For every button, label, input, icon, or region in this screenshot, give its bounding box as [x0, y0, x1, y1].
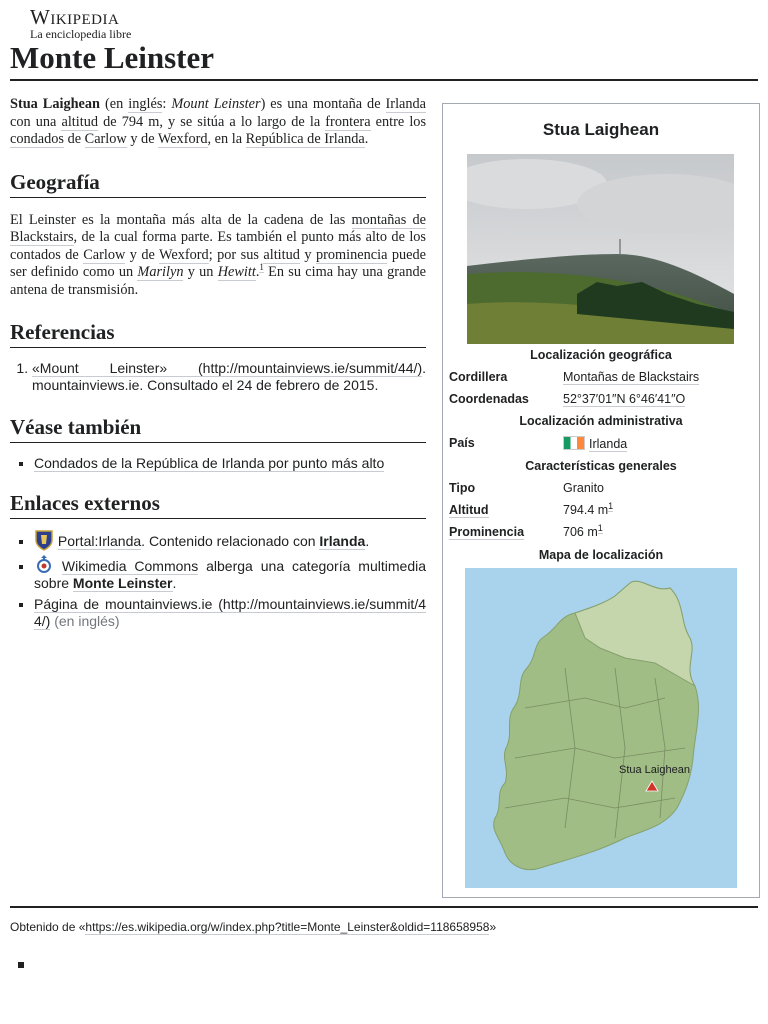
portal-shield-icon	[34, 533, 54, 549]
link-mountainviews[interactable]: Página de mountainviews.ie (http://mountainviews.ie/summit/44/)	[34, 596, 426, 629]
wikipedia-header	[30, 6, 131, 41]
geografia-paragraph	[10, 212, 426, 300]
link-republica-irlanda[interactable]: República de Irlanda	[245, 131, 365, 147]
section-mapa-localizacion: Mapa de localización	[538, 548, 664, 562]
lead-text: y de	[126, 131, 158, 147]
link-prominencia-label[interactable]: Prominencia	[449, 525, 525, 539]
article-body	[10, 96, 426, 634]
geografia-text: En su cima hay una grande antena de transmisión.	[10, 264, 426, 298]
language-note: (en inglés)	[50, 613, 120, 629]
label-coordenadas: Coordenadas	[449, 392, 529, 406]
geografia-text: y un	[183, 264, 218, 280]
lead-text: , en la	[207, 131, 246, 147]
link-pais[interactable]: Irlanda	[589, 437, 628, 451]
heading-vease-tambien: Véase también	[10, 414, 426, 443]
map-marker-label: Stua Laighean	[619, 764, 690, 776]
link-irlanda[interactable]: Irlanda	[385, 96, 427, 112]
value-coordenadas	[563, 392, 685, 406]
mountain-photo[interactable]	[467, 154, 734, 344]
section-localizacion-administrativa: Localización administrativa	[519, 414, 683, 428]
link-altitud[interactable]: altitud	[61, 113, 99, 130]
wikipedia-wordmark[interactable]: Wikipedia	[30, 5, 120, 29]
heading-referencias: Referencias	[10, 319, 426, 348]
geografia-text: y	[299, 246, 316, 263]
link-altitud[interactable]: altitud	[263, 246, 300, 263]
list-text: . Contenido relacionado con	[141, 533, 320, 549]
see-also-list	[10, 455, 426, 472]
english-name: Mount Leinster	[171, 96, 261, 112]
link-prominencia[interactable]: prominencia	[315, 246, 388, 263]
infobox	[442, 103, 760, 898]
reference-link[interactable]: «Mount Leinster» (http://mountainviews.ie/summit/44/)	[32, 360, 423, 376]
footer-text: Obtenido de «	[10, 920, 86, 934]
geografia-text: y de	[125, 246, 160, 263]
link-condados-punto-alto[interactable]: Condados de la República de Irlanda por punto más alto	[34, 455, 385, 471]
title-divider	[10, 79, 758, 81]
link-frontera[interactable]: frontera	[325, 113, 371, 130]
lead-subject: Stua Laighean	[10, 96, 101, 112]
altitud-text: 794.4 m	[563, 503, 609, 517]
link-monte-leinster-bold[interactable]: Monte Leinster	[72, 575, 173, 591]
footer-bullet	[18, 962, 24, 968]
page-title: Monte Leinster	[10, 40, 215, 75]
link-wexford[interactable]: Wexford	[159, 246, 209, 263]
link-portal-irlanda[interactable]: Portal:Irlanda	[57, 533, 142, 549]
value-prominencia	[563, 522, 603, 539]
lead-text: de	[64, 131, 85, 147]
lead-text: ) es una montaña de	[260, 96, 386, 112]
link-coordenadas[interactable]: 52°37′01″N 6°46′41″O	[563, 392, 686, 406]
geografia-text: ; por sus	[208, 246, 264, 263]
footnote-ref[interactable]: 1	[608, 500, 614, 511]
external-links-list	[10, 529, 426, 630]
link-hewitt[interactable]: Hewitt	[217, 264, 256, 280]
lead-text: (en	[100, 96, 129, 112]
reference-item	[32, 360, 426, 394]
section-localizacion-geografica: Localización geográfica	[530, 348, 672, 362]
list-text: .	[172, 575, 177, 591]
link-carlow[interactable]: Carlow	[84, 131, 127, 147]
value-pais	[563, 436, 627, 451]
value-cordillera	[563, 370, 699, 384]
link-ingles[interactable]: inglés	[128, 96, 163, 112]
prominencia-text: 706 m	[563, 525, 598, 539]
link-carlow[interactable]: Carlow	[83, 246, 126, 263]
section-caracteristicas-generales: Características generales	[525, 459, 677, 473]
geografia-text: puede ser definido como un	[10, 246, 427, 280]
list-item	[34, 529, 426, 551]
link-blackstairs[interactable]: montañas de Blackstairs	[10, 211, 426, 245]
label-tipo: Tipo	[449, 481, 476, 495]
lead-text: de 794 m, y se sitúa a lo largo de la	[98, 113, 326, 130]
geografia-text: El Leinster es la montaña más alta de la cadena de las	[10, 211, 352, 228]
reference-text: . mountainviews.ie. Consultado el 24 de febrero de 2015.	[32, 360, 426, 393]
location-map[interactable]	[465, 568, 737, 888]
list-item	[34, 596, 426, 630]
value-altitud	[563, 500, 614, 517]
geografia-text: .	[255, 264, 260, 280]
wikipedia-tagline: La enciclopedia libre	[30, 27, 132, 41]
heading-geografia: Geografía	[10, 169, 426, 198]
lead-text: entre los	[370, 113, 427, 130]
references-list	[10, 360, 426, 394]
lead-paragraph	[10, 96, 426, 149]
link-condados[interactable]: condados	[10, 131, 64, 147]
value-tipo: Granito	[563, 481, 604, 495]
heading-enlaces-externos: Enlaces externos	[10, 490, 426, 519]
link-altitud-label[interactable]: Altitud	[449, 503, 489, 517]
lead-text: :	[162, 96, 172, 112]
lead-text: con una	[10, 113, 62, 130]
lead-text: .	[364, 131, 369, 147]
list-item	[34, 455, 426, 472]
link-wexford[interactable]: Wexford	[157, 131, 208, 147]
footer-permalink[interactable]: https://es.wikipedia.org/w/index.php?title=Monte_Leinster&oldid=118658958	[85, 920, 490, 934]
footnote-ref[interactable]: 1	[597, 522, 603, 533]
label-pais: País	[449, 436, 475, 450]
link-cordillera[interactable]: Montañas de Blackstairs	[563, 370, 700, 384]
list-item	[34, 555, 426, 592]
label-cordillera: Cordillera	[449, 370, 508, 384]
link-wikimedia-commons[interactable]: Wikimedia Commons	[61, 558, 199, 574]
footnote-ref[interactable]: 1	[259, 262, 264, 273]
link-marilyn[interactable]: Marilyn	[137, 264, 184, 280]
label-prominencia	[449, 525, 524, 539]
footer-retrieved-from	[10, 920, 496, 934]
ireland-flag-icon	[563, 436, 585, 450]
label-altitud	[449, 503, 489, 517]
footer-divider	[10, 906, 758, 908]
list-text: .	[365, 533, 370, 549]
geografia-text: , de la cual forma parte. Es también el punto más alto de los contados de	[10, 229, 426, 263]
footer-text: »	[489, 920, 497, 934]
wikimedia-commons-icon	[34, 558, 54, 574]
infobox-title: Stua Laighean	[542, 120, 660, 139]
link-irlanda-bold[interactable]: Irlanda	[319, 533, 366, 549]
list-text: alberga una categoría multimedia sobre	[34, 558, 426, 591]
